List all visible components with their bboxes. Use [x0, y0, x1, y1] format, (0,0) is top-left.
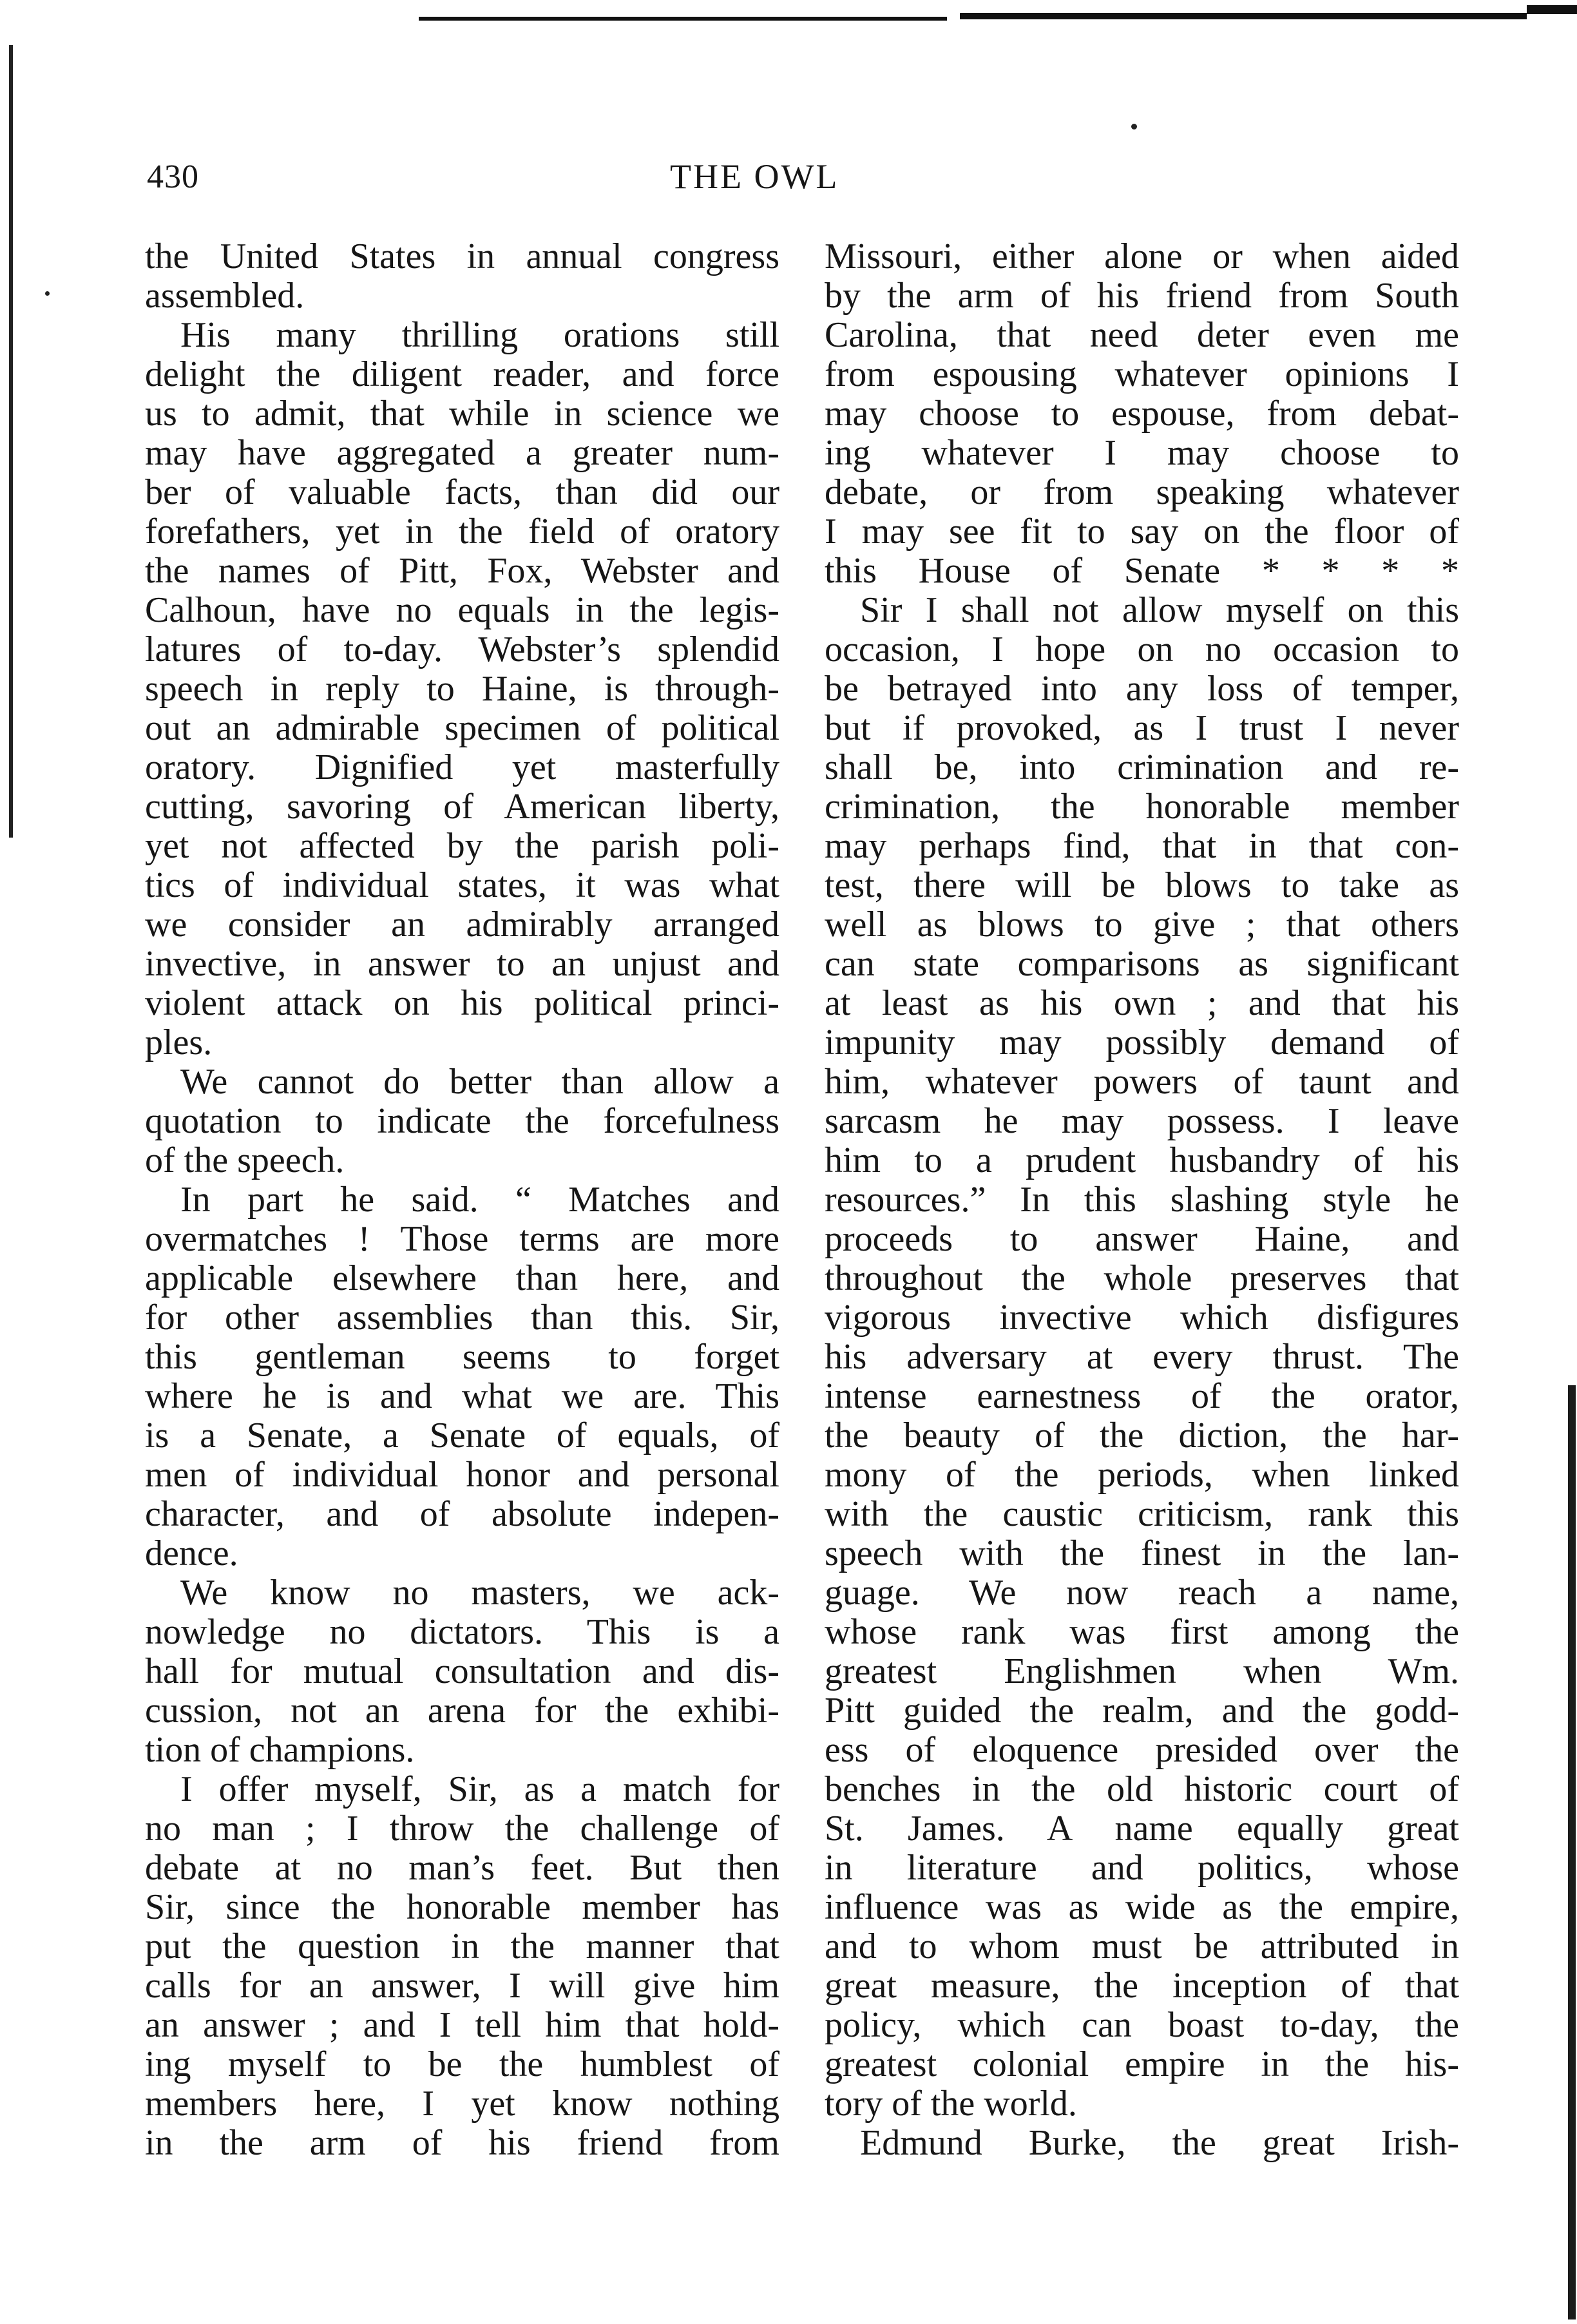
text-line: in the arm of his friend from	[145, 2123, 779, 2163]
top-rule-right	[960, 13, 1527, 19]
text-line: speech with the finest in the lan-	[825, 1533, 1459, 1573]
text-line: but if provoked, as I trust I never	[825, 708, 1459, 748]
top-rule-corner	[1527, 5, 1577, 14]
scan-speck	[1131, 124, 1137, 130]
text-line: him to a prudent husbandry of his	[825, 1140, 1459, 1180]
text-line: with the caustic criticism, rank this	[825, 1494, 1459, 1534]
text-line: Missouri, either alone or when aided	[825, 236, 1459, 276]
text-line: put the question in the manner that	[145, 1926, 779, 1966]
text-line: assembled.	[145, 276, 305, 316]
text-line: violent attack on his political princi-	[145, 983, 779, 1023]
text-line: greatest colonial empire in the his-	[825, 2044, 1459, 2084]
text-line: from espousing whatever opinions I	[825, 354, 1459, 394]
text-line: sarcasm he may possess. I leave	[825, 1101, 1459, 1141]
text-line: can state comparisons as significant	[825, 944, 1459, 984]
text-line: intense earnestness of the orator,	[825, 1376, 1459, 1416]
text-line: we consider an admirably arranged	[145, 905, 779, 945]
text-line: ing whatever I may choose to	[825, 433, 1459, 473]
text-line: no man ; I throw the challenge of	[145, 1809, 779, 1849]
text-line: greatest Englishmen when Wm.	[825, 1651, 1459, 1691]
scan-edge-left	[9, 45, 13, 838]
text-line: policy, which can boast to-day, the	[825, 2005, 1459, 2045]
text-line: may choose to espouse, from debat-	[825, 394, 1459, 434]
text-line: the United States in annual congress	[145, 236, 779, 276]
text-line: proceeds to answer Haine, and	[825, 1219, 1459, 1259]
text-line: be betrayed into any loss of temper,	[825, 669, 1459, 709]
text-line: debate at no man’s feet. But then	[145, 1848, 779, 1888]
text-line: us to admit, that while in science we	[145, 394, 779, 434]
text-line: vigorous invective which disfigures	[825, 1298, 1459, 1338]
text-line: speech in reply to Haine, is through-	[145, 669, 779, 709]
text-line: His many thrilling orations still	[180, 315, 779, 355]
text-line: calls for an answer, I will give him	[145, 1966, 779, 2006]
text-line: impunity may possibly demand of	[825, 1023, 1459, 1062]
text-line: delight the diligent reader, and force	[145, 354, 779, 394]
text-line: resources.” In this slashing style he	[825, 1180, 1459, 1220]
text-line: applicable elsewhere than here, and	[145, 1258, 779, 1298]
text-line: I may see fit to say on the floor of	[825, 512, 1459, 552]
text-line: throughout the whole preserves that	[825, 1258, 1459, 1298]
scan-edge-right	[1568, 1385, 1576, 2319]
text-line: where he is and what we are. This	[145, 1376, 779, 1416]
text-line: tory of the world.	[825, 2084, 1077, 2124]
text-line: in literature and politics, whose	[825, 1848, 1459, 1888]
text-line: ess of eloquence presided over the	[825, 1730, 1459, 1770]
text-column-right	[825, 237, 1459, 2163]
text-line: invective, in answer to an unjust and	[145, 944, 779, 984]
text-line: his adversary at every thrust. The	[825, 1337, 1459, 1377]
text-line: St. James. A name equally great	[825, 1809, 1459, 1849]
text-line: We know no masters, we ack-	[180, 1573, 779, 1613]
text-line: Edmund Burke, the great Irish-	[860, 2123, 1459, 2163]
text-line: out an admirable specimen of political	[145, 708, 779, 748]
text-line: the beauty of the diction, the har-	[825, 1416, 1459, 1455]
text-line: guage. We now reach a name,	[825, 1573, 1459, 1613]
text-line: cussion, not an arena for the exhibi-	[145, 1691, 779, 1731]
text-line: mony of the periods, when linked	[825, 1455, 1459, 1495]
text-column-left	[145, 237, 779, 2163]
text-line: great measure, the inception of that	[825, 1966, 1459, 2006]
text-line: of the speech.	[145, 1140, 345, 1180]
text-line: Calhoun, have no equals in the legis-	[145, 590, 779, 630]
text-line: and to whom must be attributed in	[825, 1926, 1459, 1966]
text-line: Pitt guided the realm, and the godd-	[825, 1691, 1459, 1731]
text-line: occasion, I hope on no occasion to	[825, 629, 1459, 669]
text-line: oratory. Dignified yet masterfully	[145, 747, 779, 787]
text-line: ples.	[145, 1023, 213, 1062]
text-line: whose rank was first among the	[825, 1612, 1459, 1652]
text-line: nowledge no dictators. This is a	[145, 1612, 779, 1652]
text-line: Sir I shall not allow myself on this	[860, 590, 1459, 630]
text-line: In part he said. “ Matches and	[180, 1180, 779, 1220]
text-line: ing myself to be the humblest of	[145, 2044, 779, 2084]
text-line: may have aggregated a greater num-	[145, 433, 779, 473]
text-line: this House of Senate * * * *	[825, 551, 1459, 591]
text-line: the names of Pitt, Fox, Webster and	[145, 551, 779, 591]
text-line: this gentleman seems to forget	[145, 1337, 779, 1377]
text-line: overmatches ! Those terms are more	[145, 1219, 779, 1259]
running-title: THE OWL	[670, 157, 839, 196]
text-line: influence was as wide as the empire,	[825, 1887, 1459, 1927]
scan-speck	[45, 291, 50, 296]
text-line: men of individual honor and personal	[145, 1455, 779, 1495]
text-line: an answer ; and I tell him that hold-	[145, 2005, 779, 2045]
text-line: well as blows to give ; that others	[825, 905, 1459, 945]
text-line: at least as his own ; and that his	[825, 983, 1459, 1023]
top-rule-left	[419, 17, 947, 21]
text-line: character, and of absolute indepen-	[145, 1494, 779, 1534]
text-line: is a Senate, a Senate of equals, of	[145, 1416, 779, 1455]
text-line: forefathers, yet in the field of oratory	[145, 512, 779, 552]
text-line: ber of valuable facts, than did our	[145, 472, 779, 512]
text-line: benches in the old historic court of	[825, 1769, 1459, 1809]
text-line: crimination, the honorable member	[825, 787, 1459, 827]
text-line: shall be, into crimination and re-	[825, 747, 1459, 787]
text-line: I offer myself, Sir, as a match for	[180, 1769, 779, 1809]
text-line: Carolina, that need deter even me	[825, 315, 1459, 355]
text-line: tion of champions.	[145, 1730, 415, 1770]
text-line: tics of individual states, it was what	[145, 865, 779, 905]
text-line: him, whatever powers of taunt and	[825, 1062, 1459, 1102]
text-line: test, there will be blows to take as	[825, 865, 1459, 905]
text-line: members here, I yet know nothing	[145, 2084, 779, 2124]
text-line: quotation to indicate the forcefulness	[145, 1101, 779, 1141]
text-line: for other assemblies than this. Sir,	[145, 1298, 779, 1338]
text-line: Sir, since the honorable member has	[145, 1887, 779, 1927]
text-line: by the arm of his friend from South	[825, 276, 1459, 316]
page-number: 430	[147, 158, 199, 195]
text-line: hall for mutual consultation and dis-	[145, 1651, 779, 1691]
text-line: latures of to-day. Webster’s splendid	[145, 629, 779, 669]
text-line: yet not affected by the parish poli-	[145, 826, 779, 866]
text-line: dence.	[145, 1533, 238, 1573]
text-line: cutting, savoring of American liberty,	[145, 787, 779, 827]
text-line: debate, or from speaking whatever	[825, 472, 1459, 512]
text-line: may perhaps find, that in that con-	[825, 826, 1459, 866]
text-line: We cannot do better than allow a	[180, 1062, 779, 1102]
